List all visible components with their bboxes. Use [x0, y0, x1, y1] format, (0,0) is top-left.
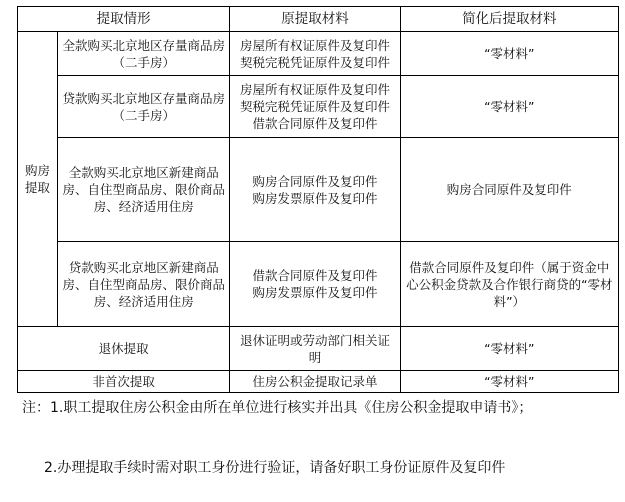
note-2: 2.办理提取手续时需对职工身份进行验证，请备好职工身份证原件及复印件: [44, 460, 506, 476]
header-original-materials: 原提取材料: [230, 7, 400, 32]
group-label-cell: [18, 32, 58, 327]
simplified-materials-cell: “零材料”: [400, 327, 618, 371]
simplified-materials-cell: “零材料”: [400, 371, 618, 393]
table-row: [18, 327, 619, 371]
simplified-materials-cell: 借款合同原件及复印件（属于资金中心公积金贷款及合作银行商贷的“零材料”）: [400, 242, 618, 327]
table-row: [18, 371, 619, 393]
situation-cell: 非首次提取: [18, 371, 230, 393]
table-row: [18, 76, 619, 138]
situation-cell: 全款购买北京地区新建商品房、自住型商品房、限价商品房、经济适用住房: [58, 138, 230, 242]
header-situation: 提取情形: [18, 7, 230, 32]
situation-cell: 全款购买北京地区存量商品房（二手房）: [58, 32, 230, 76]
original-materials-cell: 住房公积金提取记录单: [230, 371, 400, 393]
situation-cell: 退休提取: [18, 327, 230, 371]
table-row: [18, 32, 619, 76]
withdrawal-materials-table: [17, 6, 619, 393]
situation-cell: 贷款购买北京地区存量商品房（二手房）: [58, 76, 230, 138]
simplified-materials-cell: “零材料”: [400, 32, 618, 76]
simplified-materials-cell: “零材料”: [400, 76, 618, 138]
table-row: [18, 242, 619, 327]
note-1: 注：1.职工提取住房公积金由所在单位进行核实并出具《住房公积金提取申请书》；: [22, 400, 533, 416]
table-row: [18, 138, 619, 242]
original-materials-cell: 退休证明或劳动部门相关证明: [230, 327, 400, 371]
original-materials-cell: 房屋所有权证原件及复印件 契税完税凭证原件及复印件 借款合同原件及复印件: [230, 76, 400, 138]
original-materials-cell: 房屋所有权证原件及复印件 契税完税凭证原件及复印件: [230, 32, 400, 76]
original-materials-cell: 借款合同原件及复印件 购房发票原件及复印件: [230, 242, 400, 327]
header-simplified-materials: 简化后提取材料: [400, 7, 618, 32]
group-label: 购房提取: [25, 163, 51, 195]
table-header-row: [18, 7, 619, 32]
simplified-materials-cell: 购房合同原件及复印件: [400, 138, 618, 242]
original-materials-cell: 购房合同原件及复印件 购房发票原件及复印件: [230, 138, 400, 242]
situation-cell: 贷款购买北京地区新建商品房、自住型商品房、限价商品房、经济适用住房: [58, 242, 230, 327]
